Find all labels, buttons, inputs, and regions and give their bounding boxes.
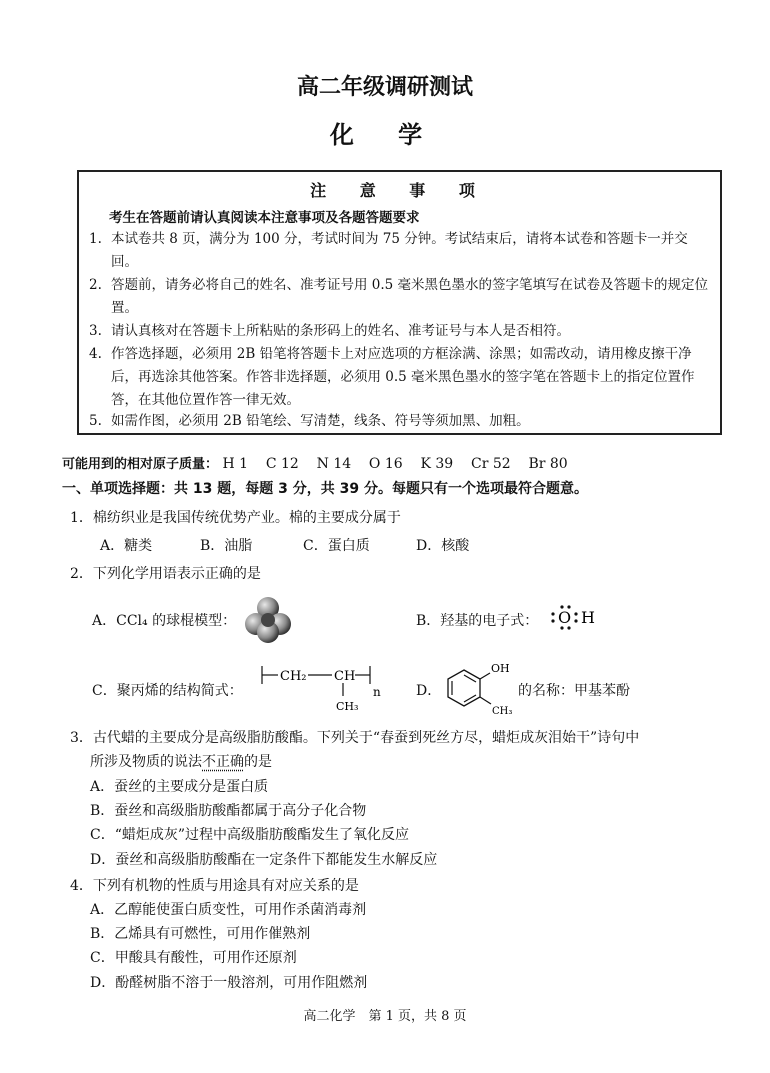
notice-item-5 [89,410,714,433]
notice-item-text: 如需作图，必须用 2B 铅笔绘、写清楚，线条、符号等须加黑、加粗。 [111,413,530,429]
atomic-masses [62,453,568,472]
q2-option-d: D． [416,683,442,699]
q1-option-c: C．蛋白质 [303,538,370,554]
q3-option-c: C．“蜡炬成灰”过程中高级脂肪酸酯发生了氧化反应 [90,827,410,843]
ch2-group: CH₂ [280,669,307,684]
q4-option-d: D．酚醛树脂不溶于一般溶剂，可用作阻燃剂 [90,975,368,991]
notice-item-text: 作答选择题，必须用 2B 铅笔将答题卡上对应选项的方框涂满、涂黑；如需改动，请用橡皮擦干净后，再选涂其他答案。作答非选择题，必须用 0.5 毫米黑色墨水的签字笔在答题卡上的指定位置作答，在其他位置作答一律无效。 [111,346,695,408]
notice-item-text: 请认真核对在答题卡上所粘贴的条形码上的姓名、准考证号与本人是否相符。 [111,323,570,339]
notice-item-text: 答题前，请务必将自己的姓名、准考证号用 0.5 毫米黑色墨水的签字笔填写在试卷及答题卡的规定位置。 [111,277,709,316]
notice-item-3 [89,320,714,343]
polymer-n: n [373,685,381,699]
atomic-masses-values: H 1 C 12 N 14 O 16 K 39 Cr 52 Br 80 [222,456,568,472]
q3-option-b: B．蚕丝和高级脂肪酸酯都属于高分子化合物 [90,803,367,819]
notice-item-1 [89,228,714,274]
notice-item-number: 4. [89,346,102,362]
atomic-masses-label: 可能用到的相对原子质量： [62,457,219,472]
q4-option-a: A．乙醇能使蛋白质变性，可用作杀菌消毒剂 [90,902,367,918]
hydrogen-symbol: H [581,608,595,627]
q2-option-a: A．CCl₄ 的球棍模型： [92,613,237,629]
q2-option-c: C．聚丙烯的结构简式： [92,683,243,699]
q1-option-a: A．糖类 [100,538,153,554]
ch-group: CH [334,669,356,684]
polypropylene-structure [258,660,388,715]
ccl4-ball-stick-model-icon [244,596,292,644]
q3-stem-suffix: 的是 [244,754,272,770]
q4-option-c: C．甲酸具有酸性，可用作还原剂 [90,950,297,966]
q3-stem-line2 [90,751,272,771]
notice-item-number: 2. [89,277,102,293]
q3-stem-prefix: 所涉及物质的说法 [90,754,202,770]
notice-title: 注 意 事 项 [310,181,489,200]
methylphenol-structure [436,660,516,715]
q4-stem: 4．下列有机物的性质与用途具有对应关系的是 [70,878,359,894]
q3-option-a: A．蚕丝的主要成分是蛋白质 [90,779,269,795]
page-footer: 高二化学 第 1 页，共 8 页 [303,1009,467,1024]
subject-title: 化 学 [329,121,441,149]
notice-item-number: 5. [89,413,102,429]
oh-group: OH [491,662,510,675]
section-heading: 一、单项选择题：共 13 题，每题 3 分，共 39 分。每题只有一个选项最符合题意。 [62,481,588,497]
notice-box [77,170,722,435]
q3-stem-line1: 3．古代蜡的主要成分是高级脂肪酸酯。下列关于“春蚕到死丝方尽，蜡炬成灰泪始干”诗句中 [70,730,640,746]
notice-item-number: 3. [89,323,102,339]
notice-requirement: 考生在答题前请认真阅读本注意事项及各题答题要求 [109,210,420,226]
q2-stem: 2．下列化学用语表示正确的是 [70,566,261,582]
notice-item-2 [89,274,714,320]
ch3-group: CH₃ [492,706,513,715]
notice-item-4 [89,343,714,412]
exam-title: 高二年级调研测试 [296,75,473,100]
q2-option-b: B．羟基的电子式： [416,613,539,629]
oxygen-symbol: O [558,608,572,627]
q2-option-d-name: 的名称：甲基苯酚 [518,683,630,699]
q1-option-b: B．油脂 [200,538,253,554]
q1-stem: 1．棉纺织业是我国传统优势产业。棉的主要成分属于 [70,510,401,526]
q3-option-d: D．蚕丝和高级脂肪酸酯在一定条件下都能发生水解反应 [90,852,438,868]
q3-stem-emphasis: 不正确 [202,754,244,770]
ch3-group: CH₃ [336,700,359,713]
notice-item-text: 本试卷共 8 页，满分为 100 分，考试时间为 75 分钟。考试结束后，请将本试卷和答题卡一并交回。 [111,231,688,270]
q4-option-b: B．乙烯具有可燃性，可用作催熟剂 [90,926,311,942]
notice-item-number: 1. [89,231,102,247]
q1-option-d: D．核酸 [416,538,470,554]
hydroxyl-electron-formula [548,603,598,631]
